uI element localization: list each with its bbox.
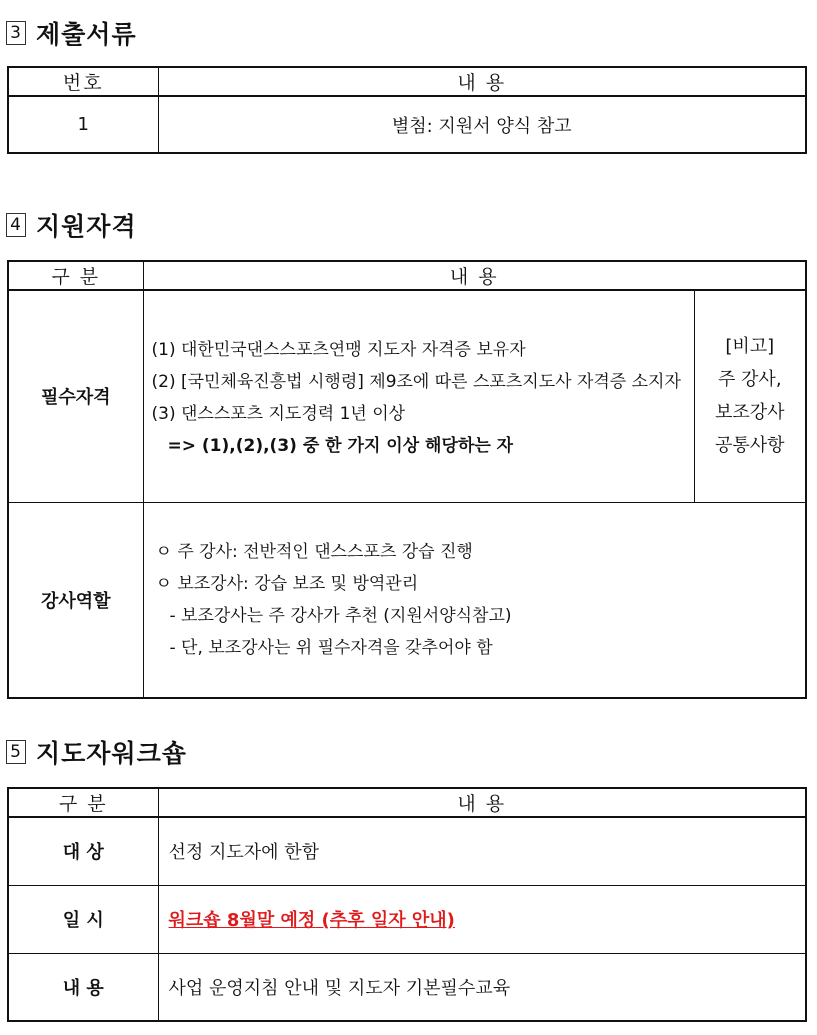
role-line-1: ㅇ 주 강사: 전반적인 댄스스포츠 강습 진행 — [155, 541, 473, 562]
row-content: 사업 운영지침 안내 및 지도자 기본필수교육 — [158, 953, 806, 1021]
section-title-text: 지도자워크숍 — [36, 739, 187, 768]
row-number: 1 — [8, 96, 158, 153]
header-category: 구 분 — [8, 788, 158, 817]
section-3-title — [6, 16, 137, 50]
row-label: 대 상 — [8, 817, 158, 885]
note-line-4: 공통사항 — [714, 435, 785, 457]
table-row — [8, 817, 806, 885]
role-label: 강사역할 — [8, 502, 143, 698]
required-content — [143, 290, 694, 502]
required-line-4: => (1),(2),(3) 중 한 가지 이상 해당하는 자 — [167, 436, 514, 457]
section-number-box: 4 — [6, 213, 26, 237]
required-line-3: (3) 댄스스포츠 지도경력 1년 이상 — [151, 404, 406, 425]
workshop-table — [7, 787, 807, 1022]
note-line-1: [비고] — [725, 336, 775, 358]
workshop-date-note: (추후 일자 안내) — [315, 910, 455, 931]
section-4-title — [6, 208, 137, 242]
role-line-4: - 단, 보조강사는 위 필수자격을 갖추어야 함 — [169, 637, 493, 658]
row-content: 선정 지도자에 한함 — [158, 817, 806, 885]
required-qualification-row — [8, 290, 806, 502]
role-line-3: - 보조강사는 주 강사가 추천 (지원서양식참고) — [169, 605, 512, 626]
section-number-box: 5 — [6, 740, 26, 764]
header-content: 내 용 — [158, 788, 806, 817]
role-content — [143, 502, 806, 698]
qualification-table — [7, 260, 807, 699]
note-cell — [694, 290, 806, 502]
row-label: 내 용 — [8, 953, 158, 1021]
header-content: 내 용 — [158, 67, 806, 96]
instructor-role-row — [8, 502, 806, 698]
header-content: 내 용 — [143, 261, 806, 290]
header-category: 구 분 — [8, 261, 143, 290]
section-number-box: 3 — [6, 21, 26, 45]
table-row — [8, 96, 806, 153]
required-line-2: (2) [국민체육진흥법 시행령] 제9조에 따른 스포츠지도사 자격증 소지자 — [151, 372, 681, 393]
table-row — [8, 953, 806, 1021]
row-content: 별첨: 지원서 양식 참고 — [158, 96, 806, 153]
note-line-3: 보조강사 — [714, 402, 785, 424]
row-content — [158, 885, 806, 953]
section-title-text: 지원자격 — [36, 212, 137, 241]
note-line-2: 주 강사, — [717, 369, 782, 391]
role-line-2: ㅇ 보조강사: 강습 보조 및 방역관리 — [155, 573, 419, 594]
submission-docs-table — [7, 66, 807, 154]
row-label: 일 시 — [8, 885, 158, 953]
section-title-text: 제출서류 — [36, 20, 137, 49]
required-label: 필수자격 — [8, 290, 143, 502]
required-line-1: (1) 대한민국댄스스포츠연맹 지도자 자격증 보유자 — [151, 340, 526, 361]
header-number: 번호 — [8, 67, 158, 96]
table-row — [8, 885, 806, 953]
section-5-title — [6, 735, 187, 769]
workshop-date-highlight: 워크숍 8월말 예정 — [168, 910, 316, 931]
